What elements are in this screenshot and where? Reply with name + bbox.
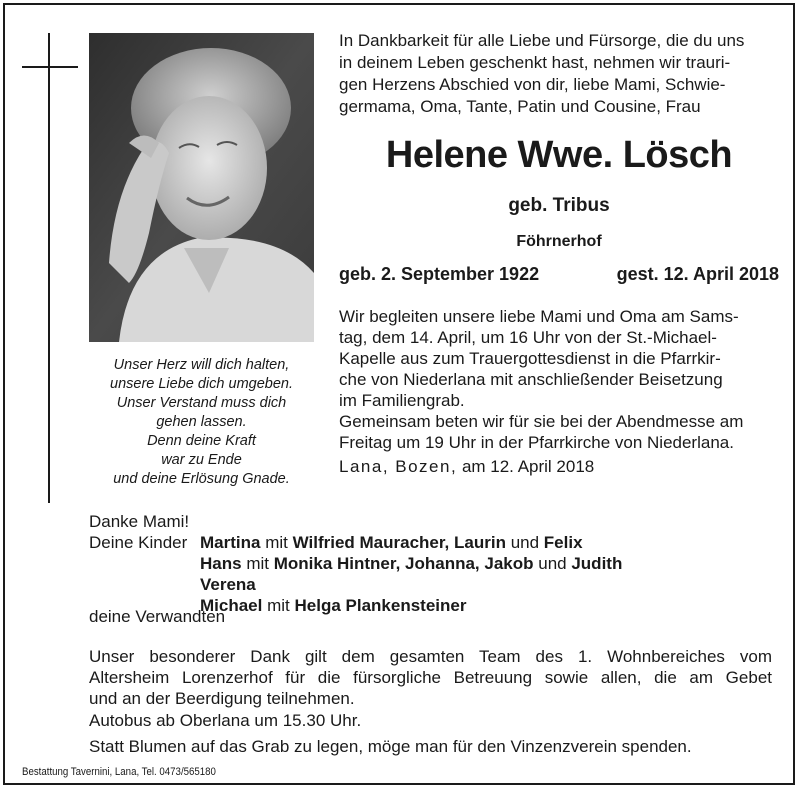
gratitude-line: Altersheim Lorenzerhof für die fürsorgliche Betreuung sowie allen, die am Gebet bbox=[89, 668, 772, 687]
portrait-photo bbox=[89, 33, 314, 342]
gratitude-line: und an der Beerdigung teilnehmen. bbox=[89, 689, 355, 708]
birth-date: geb. 2. September 1922 bbox=[339, 264, 540, 284]
connector-text: mit bbox=[246, 554, 269, 573]
intro-line: in deinem Leben geschenkt hast, nehmen wir trauri- bbox=[339, 53, 731, 72]
connector-text: und bbox=[538, 554, 567, 573]
prayer-line: Gemeinsam beten wir für sie bei der Abendmesse am bbox=[339, 412, 744, 431]
grandchild-name: Judith bbox=[571, 554, 623, 573]
intro-line: In Dankbarkeit für alle Liebe und Fürsorge, die du uns bbox=[339, 31, 745, 50]
death-date: gest. 12. April 2018 bbox=[616, 264, 779, 284]
poem-line: gehen lassen. bbox=[156, 414, 247, 430]
funeral-line: che von Niederlana mit anschließender Beisetzung bbox=[339, 370, 723, 389]
funeral-line: tag, dem 14. April, um 16 Uhr von der St.-Michael- bbox=[339, 328, 717, 347]
bus-info: Autobus ab Oberlana um 15.30 Uhr. bbox=[89, 711, 362, 730]
partner-names: Wilfried Mauracher, Laurin bbox=[292, 533, 506, 552]
notice-date: am 12. April 2018 bbox=[461, 457, 595, 476]
poem-line: war zu Ende bbox=[161, 452, 242, 468]
prayer-line: Freitag um 19 Uhr in der Pfarrkirche von Niederlana. bbox=[339, 433, 734, 452]
connector-text: und bbox=[510, 533, 540, 552]
poem-line: und deine Erlösung Gnade. bbox=[113, 471, 290, 487]
donation-info: Statt Blumen auf das Grab zu legen, möge man für den Vinzenzverein spenden. bbox=[89, 737, 692, 756]
poem-line: Denn deine Kraft bbox=[147, 433, 256, 449]
farm-name: Föhrnerhof bbox=[516, 233, 602, 250]
intro-text bbox=[339, 30, 779, 118]
deceased-name: Helene Wwe. Lösch bbox=[385, 134, 733, 176]
birth-name: geb. Tribus bbox=[508, 195, 610, 216]
intro-line: germama, Oma, Tante, Patin und Cousine, Frau bbox=[339, 97, 701, 116]
prayer-info bbox=[339, 411, 779, 453]
relatives-line: deine Verwandten bbox=[89, 607, 226, 626]
connector-text: mit bbox=[265, 533, 288, 552]
child-name: Martina bbox=[200, 533, 261, 552]
funeral-line: im Familiengrab. bbox=[339, 391, 465, 410]
funeral-line: Kapelle aus zum Trauergottesdienst in die Pfarrkir- bbox=[339, 349, 721, 368]
undertaker-info: Bestattung Tavernini, Lana, Tel. 0473/565180 bbox=[22, 766, 216, 778]
poem-line: Unser Verstand muss dich bbox=[116, 395, 287, 411]
place-name: Lana, Bozen, bbox=[339, 457, 458, 476]
poem-line: unsere Liebe dich umgeben. bbox=[110, 376, 293, 392]
partner-names: Monika Hintner, Johanna, Jakob bbox=[273, 554, 534, 573]
connector-text: mit bbox=[267, 596, 290, 615]
partner-names: Helga Plankensteiner bbox=[294, 596, 467, 615]
children-label: Deine Kinder bbox=[89, 533, 188, 552]
life-dates bbox=[339, 262, 779, 286]
place-date bbox=[339, 456, 594, 477]
poem-line: Unser Herz will dich halten, bbox=[113, 357, 290, 373]
thanks-line: Danke Mami! bbox=[89, 512, 190, 531]
intro-line: gen Herzens Abschied von dir, liebe Mami, Schwie- bbox=[339, 75, 726, 94]
gratitude-text bbox=[89, 646, 772, 709]
child-name: Hans bbox=[200, 554, 242, 573]
funeral-line: Wir begleiten unsere liebe Mami und Oma am Sams- bbox=[339, 307, 739, 326]
grandchild-name: Felix bbox=[543, 533, 583, 552]
gratitude-line: Unser besonderer Dank gilt dem gesamten Team des 1. Wohnbereiches vom bbox=[89, 647, 772, 666]
child-name: Michael bbox=[200, 596, 263, 615]
funeral-info bbox=[339, 306, 779, 411]
child-name: Verena bbox=[200, 575, 256, 594]
poem bbox=[89, 356, 314, 489]
